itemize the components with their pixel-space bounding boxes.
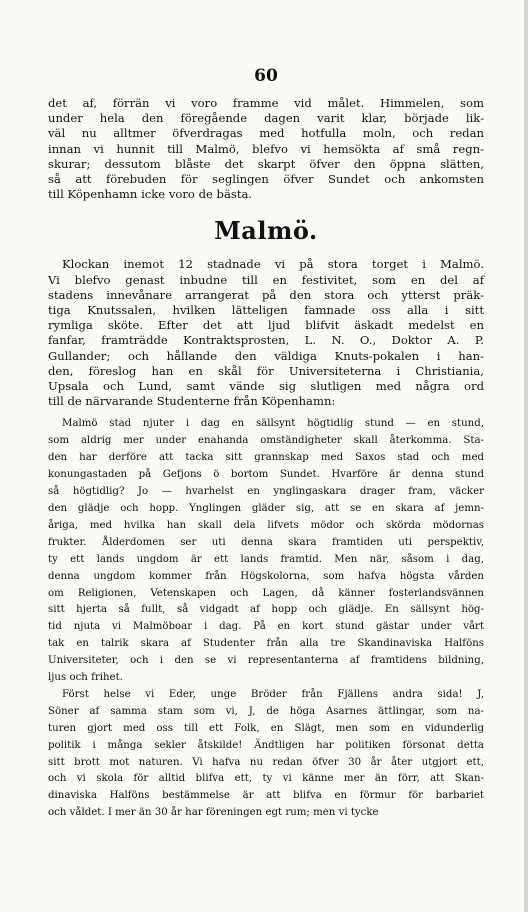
text-line: ljus och frihet. (48, 672, 123, 684)
text-line: åriga, med hvilka han skall dela lifvets mödor och skörda mödornas (48, 519, 484, 531)
text-line: så högtidlig? Jo — hvarhelst en ynglingaskara drager fram, väcker (48, 486, 484, 498)
text-line: turen gjort med oss till ett Folk, en Slägt, men som en vidunderlig (48, 722, 484, 734)
text-line: Upsala och Lund, samt vände sig slutligen med några ord (48, 379, 484, 394)
text-line: Söner af samma stam som vi, J, de höga Asarnes ättlingar, som na- (48, 705, 484, 717)
top-paragraph (48, 96, 484, 202)
text-line: och våldet. I mer än 30 år har föreningen egt rum; men vi tycke (48, 807, 379, 819)
speech-paragraph (48, 416, 484, 687)
text-line: frukter. Ålderdomen ser uti denna skara framtiden uti perspektiv, (48, 536, 484, 548)
text-line: Malmö stad njuter i dag en sällsynt högtidlig stund — en stund, (62, 418, 484, 430)
text-line: tid njuta vi Malmöboar i dag. På en kort stund gästar under vårt (48, 621, 484, 633)
text-line: dinaviska Halföns bestämmelse är att blifva en förmur för barbariet (48, 790, 484, 802)
text-line: politik i många sekler åtskilde! Ändtligen har politiken försonat detta (48, 739, 484, 751)
text-line: Först helse vi Eder, unge Bröder från Fjällens andra sida! J, (62, 688, 484, 700)
text-line: under hela den föregående dagen varit klar, började lik- (48, 111, 484, 126)
text-line: stadens innevånare arrangerat på den stora och ytterst präk- (48, 287, 484, 302)
text-line: sitt brott mot naturen. Vi hafva nu redan öfver 30 år åter utgjort ett, (48, 756, 484, 768)
text-line: den glädje och hopp. Ynglingen gläder sig, att se en skara af jemn- (48, 502, 484, 514)
text-line: till de närvarande Studenterne från Köpenhamn: (48, 394, 336, 409)
text-line: sitt hjerta så fullt, så vidgadt af hopp och glädje. En sällsynt hög- (48, 604, 484, 616)
text-line: den har derföre att tacka sitt grannskap med Saxos stad och med (48, 452, 484, 464)
text-line: tak en talrik skara af Studenter från alla tre Skandinaviska Halföns (48, 638, 484, 650)
text-line: ty ett lands ungdom är ett lands framtid. Men när, såsom i dag, (48, 553, 484, 565)
section-heading: Malmö. (214, 216, 318, 246)
text-line: till Köpenhamn icke voro de bästa. (48, 187, 253, 202)
text-line: denna ungdom kommer från Högskolorna, som hafva högsta vården (48, 570, 484, 582)
text-line: rymliga sköte. Efter det att ljud blifvit äskadt medelst en (48, 318, 484, 333)
text-line: det af, förrän vi voro framme vid målet. Himmelen, som (48, 96, 484, 110)
text-line: Vi blefvo genast inbudne till en festivitet, som en del af (48, 272, 484, 287)
text-line: om Religionen, Vetenskapen och Lagen, då känner fosterlandsvännen (48, 587, 484, 599)
page-edge (524, 0, 528, 912)
text-line: Gullander; och hållande den väldiga Knuts-pokalen i han- (48, 348, 484, 363)
text-line: konungastaden på Gefjons ö bortom Sundet. Hvarföre är denna stund (48, 469, 484, 481)
intro-paragraph (48, 257, 484, 409)
text-line: tiga Knutssalen, hvilken lätteligen famnade oss alla i sitt (48, 303, 484, 318)
page-number: 60 (254, 66, 278, 86)
text-line: den, föreslog han en skål för Universiteterna i Christiania, (48, 363, 484, 378)
text-line: innan vi hunnit till Malmö, blefvo vi hemsökta af små regn- (48, 141, 484, 156)
text-line: Universiteter, och i den se vi representanterna af framtidens bildning, (48, 655, 484, 667)
text-line: som aldrig mer under enahanda omständigheter skall återkomma. Sta- (48, 435, 484, 447)
text-line: och vi skola för alltid blifva ett, ty vi känne mer än förr, att Skan- (48, 773, 484, 785)
text-line: skurar; dessutom blåste det skarpt öfver den öppna slätten, (48, 156, 484, 171)
text-line: Klockan inemot 12 stadnade vi på stora torget i Malmö. (62, 257, 484, 272)
speech-paragraph-2 (48, 687, 484, 822)
text-line: fanfar, framträdde Kontraktsprosten, L. N. O., Doktor A. P. (48, 333, 484, 348)
text-line: väl nu alltmer öfverdragas med hotfulla moln, och redan (48, 126, 484, 141)
text-line: så att förebuden för seglingen öfver Sundet och ankomsten (48, 172, 484, 187)
